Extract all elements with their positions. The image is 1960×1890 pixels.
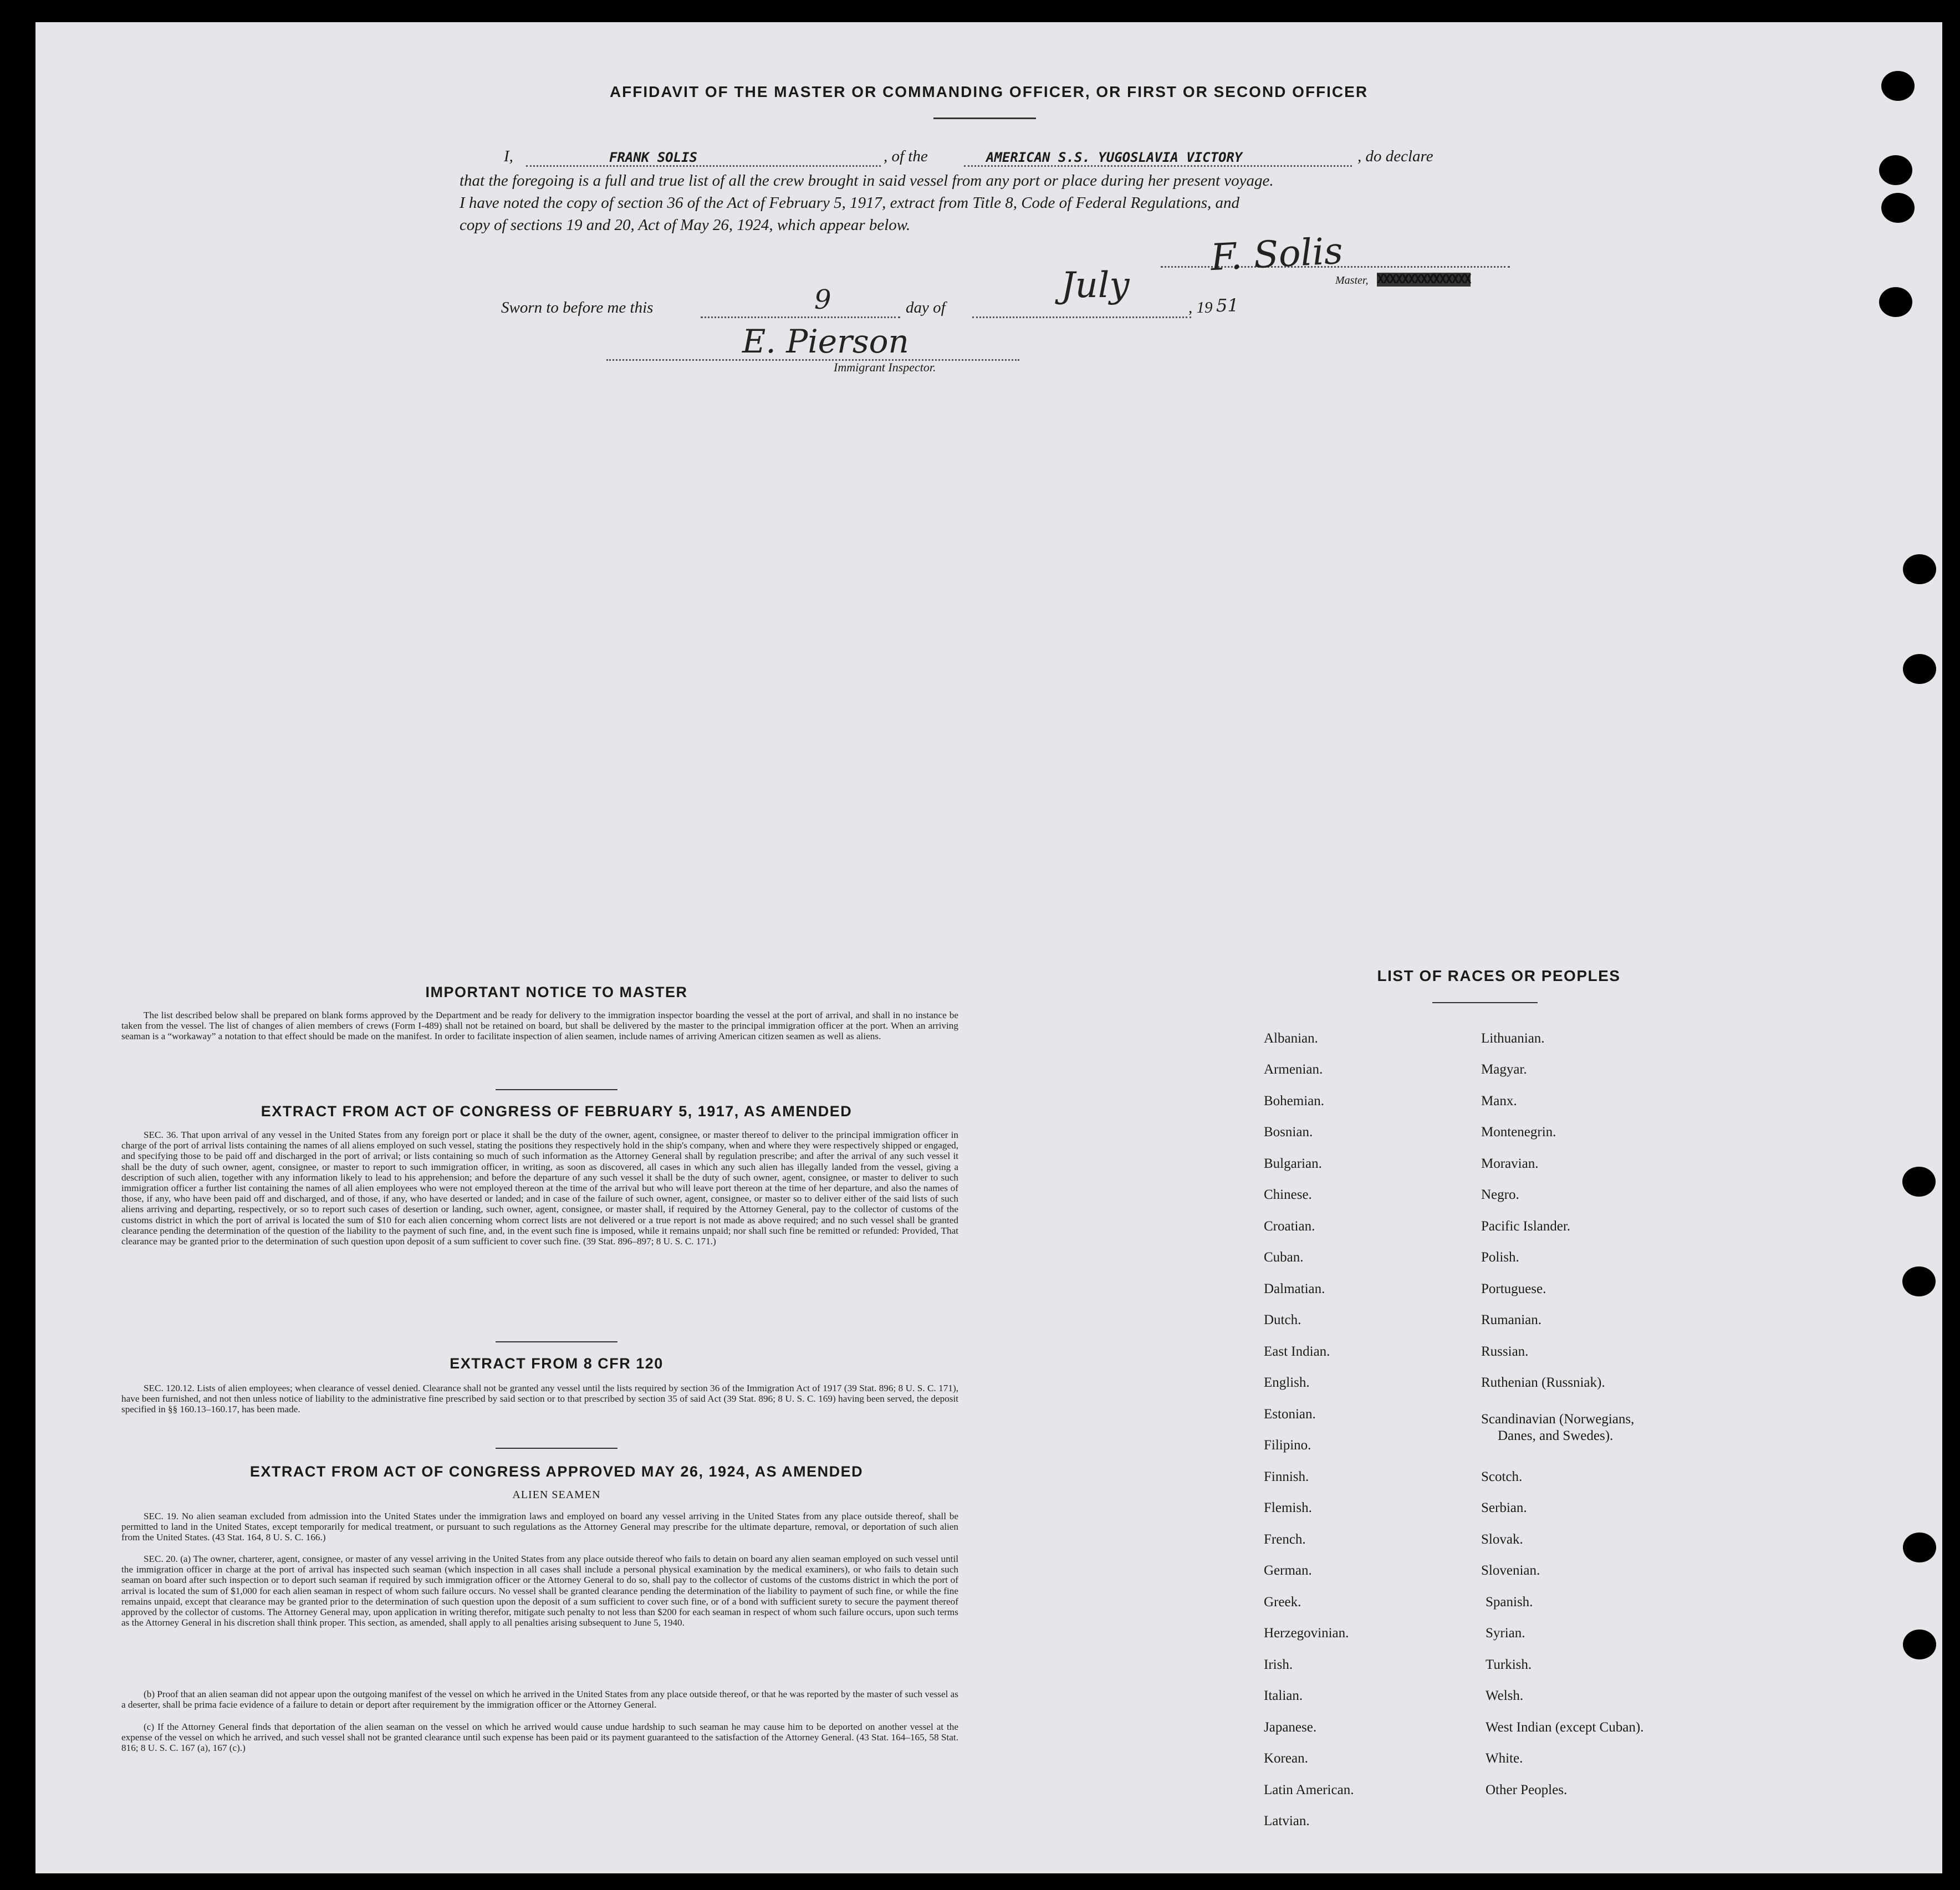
race-item: Croatian. — [1264, 1219, 1315, 1234]
punch-hole — [1903, 1533, 1936, 1562]
race-item: Polish. — [1481, 1250, 1519, 1265]
race-item: Italian. — [1264, 1688, 1303, 1703]
race-item: West Indian (except Cuban). — [1486, 1720, 1644, 1735]
section-divider — [496, 1089, 617, 1090]
section-divider — [496, 1448, 617, 1449]
race-item: Slovenian. — [1481, 1563, 1540, 1578]
race-item: Ruthenian (Russniak). — [1481, 1375, 1605, 1390]
extract-1917-title: EXTRACT FROM ACT OF CONGRESS OF FEBRUARY 5, 1917, AS AMENDED — [261, 1103, 853, 1120]
notice-body: The list described below shall be prepared on blank forms approved by the Department and be ready for delivery to the immigration inspector boarding the vessel at the port of arrival, and shall in no instance be taken from the vessel. The list of changes of alien members of crews (Form I-489) shall not be retained on board, but shall be delivered by the master to the principal immigration officer at the port. When an arriving seaman is a “workaway” a notation to that effect should be made on the manifest. In order to facilitate inspection of alien seamen, include names of arriving American citizen seamen as well as aliens. — [121, 1010, 958, 1042]
affidavit-line-4: copy of sections 19 and 20, Act of May 26, 1924, which appear below. — [460, 216, 911, 234]
vessel-name: AMERICAN S.S. YUGOSLAVIA VICTORY — [986, 150, 1243, 165]
races-right-column — [1481, 1031, 1836, 1829]
punch-hole — [1902, 1167, 1936, 1197]
race-item: Manx. — [1481, 1094, 1517, 1109]
race-item: Montenegrin. — [1481, 1125, 1556, 1140]
punch-hole — [1903, 554, 1936, 584]
race-item: Bulgarian. — [1264, 1156, 1322, 1171]
punch-hole — [1879, 155, 1912, 185]
punch-hole — [1881, 193, 1915, 223]
struck-title: XXXXXXXXXXXXXXX — [1377, 273, 1471, 287]
title-divider — [933, 118, 1036, 119]
punch-hole — [1902, 1266, 1936, 1296]
sworn-month: July — [1061, 265, 1130, 306]
extract-1924-sec20a: SEC. 20. (a) The owner, charterer, agent, consignee, or master of any vessel arriving in the United States from any place outside thereof who fails to detain on board any alien seaman employed on such vessel until the immigration officer in charge at the port of arrival has inspected such seaman (which inspection in all cases shall include a personal physical examination by the medical examiners), or who fails to detain such seaman on board after such inspection or to deport such seaman if required by such immigration officer or the Attorney General to do so, shall pay to the collector of customs of the customs district in which the port of arrival is located the sum of $1,000 for each alien seaman in respect of whom such failure occurs. No vessel shall be granted clearance pending the determination of the liability to payment of such fine, or while the fine remains unpaid, except that clearance may be granted prior to the determination of such question upon the deposit of a sum sufficient to cover such fine, or of a bond with sufficient surety to secure the payment thereof approved by the collector of customs. The Attorney General may, upon application in writing therefor, mitigate such penalty to not less than $200 for each seaman in respect of whom such failure occurs, upon such terms as the Attorney General in his discretion shall think proper. This section, as amended, shall apply to all penalties arising subsequent to June 5, 1940. — [121, 1554, 958, 1628]
race-item: Latvian. — [1264, 1814, 1310, 1828]
race-item: Korean. — [1264, 1751, 1308, 1766]
race-item: Cuban. — [1264, 1250, 1304, 1265]
race-item: Albanian. — [1264, 1031, 1318, 1046]
master-signature: F. Solis — [1209, 229, 1344, 279]
of-the-label: , of the — [884, 147, 928, 165]
race-item: Rumanian. — [1481, 1312, 1542, 1327]
inspector-label: Immigrant Inspector. — [834, 360, 936, 374]
sworn-line — [501, 265, 1321, 321]
punch-hole — [1903, 654, 1936, 684]
race-item: Filipino. — [1264, 1438, 1311, 1453]
races-title: LIST OF RACES OR PEOPLES — [1377, 967, 1621, 984]
race-item: Welsh. — [1486, 1688, 1524, 1703]
race-item: Danes, and Swedes). — [1498, 1428, 1614, 1443]
master-name: FRANK SOLIS — [609, 150, 697, 165]
race-item: French. — [1264, 1532, 1306, 1547]
do-declare-label: , do declare — [1357, 147, 1433, 165]
year-prefix: , 19 — [1188, 299, 1213, 316]
race-item: Negro. — [1481, 1187, 1519, 1202]
extract-1924-sec20b: (b) Proof that an alien seaman did not appear upon the outgoing manifest of the vessel on which he arrived in the United States from any place outside thereof, or that he was reported by the master of such vessel as a deserter, shall be prima facie evidence of a failure to detain or deport after requirement by the immigration officer or the Attorney General. — [121, 1689, 958, 1710]
race-item: Serbian. — [1481, 1500, 1527, 1515]
race-item: Japanese. — [1264, 1720, 1317, 1735]
affidavit-line-2: that the foregoing is a full and true list of all the crew brought in said vessel from any port or place during her present voyage. — [460, 172, 1274, 190]
race-item: East Indian. — [1264, 1344, 1330, 1359]
extract-1917-body: SEC. 36. That upon arrival of any vessel in the United States from any foreign port or place it shall be the duty of the owner, agent, consignee, or master thereof to deliver to the principal immigration officer in charge of the port of arrival lists containing the names of all aliens employed on such vessel, stating the positions they respectively hold in the ship's company, when and where they were respectively shipped or engaged, and specifying those to be paid off and discharged in the port of arrival; or lists containing so much of such information as the Attorney General shall by regulation prescribe; and after the arrival of any such vessel it shall be the duty of such owner, agent, consignee, or master to report to such immigration officer, in writing, as soon as discovered, all cases in which any such alien has illegally landed from the vessel, giving a description of such alien, together with any information likely to lead to his apprehension; and before the departure of any such vessel it shall be the duty of such owner, agent, consignee, or master to deliver to such immigration officer a further list containing the names of all alien employees who were not employed thereon at the time of the arrival but who will leave port thereon at the time of her departure, and also the names of those, if any, who have been paid off and discharged, and of those, if any, who have deserted or landed; and in case of the failure of such owner, agent, consignee, or master so to deliver either of the said lists of such aliens arriving and departing, respectively, or so to report such cases of desertion or landing, such owner, agent, consignee, or master shall, if required by the Attorney General, pay to the collector of customs of the customs district in which the port of arrival is located the sum of $10 for each alien concerning whom correct lists are not delivered or a true report is not made as above required; and no such vessel shall be granted clearance pending the determination of the question of the liability to the payment of such fine, and, in the event such fine is imposed, while it remains unpaid; nor shall such fine be remitted or refunded: Provided, That clearance may be granted prior to the determination of such question upon deposit of a sum sufficient to cover such fine. (39 Stat. 896–897; 8 U. S. C. 171.) — [121, 1130, 958, 1247]
affidavit-line-3: I have noted the copy of section 36 of the Act of February 5, 1917, extract from Title 8, Code of Federal Regulations, and — [460, 194, 1240, 212]
race-item: Russian. — [1481, 1344, 1529, 1359]
races-left-column — [1264, 1031, 1474, 1846]
race-item: Greek. — [1264, 1595, 1301, 1610]
extract-1924-title: EXTRACT FROM ACT OF CONGRESS APPROVED MAY 26, 1924, AS AMENDED — [249, 1463, 864, 1480]
inspector-signature: E. Pierson — [742, 323, 909, 360]
day-of-label: day of — [906, 299, 946, 316]
i-label: I, — [504, 147, 513, 165]
sworn-year: 51 — [1216, 295, 1239, 316]
race-item: Bosnian. — [1264, 1125, 1313, 1140]
extract-1924-subtitle: ALIEN SEAMEN — [512, 1489, 601, 1501]
races-divider — [1432, 1002, 1538, 1003]
race-item: White. — [1486, 1751, 1523, 1766]
race-item: Finnish. — [1264, 1469, 1309, 1484]
race-item: English. — [1264, 1375, 1310, 1390]
name-dotline — [526, 150, 881, 167]
extract-1924-sec19: SEC. 19. No alien seaman excluded from admission into the United States under the immigration laws and employed on board any vessel arriving in the United States from any place outside thereof, shall be permitted to land in the United States, except temporarily for medical treatment, or pursuant to such regulations as the Attorney General may prescribe for the ultimate departure, removal, or deportation of such alien from the United States. (43 Stat. 164, 8 U. S. C. 166.) — [121, 1511, 958, 1543]
punch-hole — [1879, 287, 1912, 317]
race-item: Other Peoples. — [1486, 1782, 1568, 1797]
race-item: Scotch. — [1481, 1469, 1523, 1484]
race-item: Estonian. — [1264, 1407, 1316, 1422]
race-item: Bohemian. — [1264, 1094, 1325, 1109]
document-page — [35, 22, 1942, 1873]
master-label: Master, — [1335, 274, 1369, 287]
sworn-label: Sworn to before me this — [501, 299, 654, 316]
race-item: German. — [1264, 1563, 1312, 1578]
affidavit-title: AFFIDAVIT OF THE MASTER OR COMMANDING OFFICER, OR FIRST OR SECOND OFFICER — [609, 83, 1369, 100]
race-item: Flemish. — [1264, 1500, 1312, 1515]
race-item: Magyar. — [1481, 1062, 1527, 1077]
race-item: Dutch. — [1264, 1312, 1301, 1327]
section-divider — [496, 1341, 617, 1342]
race-item: Portuguese. — [1481, 1281, 1546, 1296]
extract-cfr-title: EXTRACT FROM 8 CFR 120 — [450, 1355, 663, 1372]
race-item: Irish. — [1264, 1657, 1293, 1672]
race-item: Turkish. — [1486, 1657, 1532, 1672]
race-item: Lithuanian. — [1481, 1031, 1545, 1046]
extract-1924-sec20c: (c) If the Attorney General finds that deportation of the alien seaman on the vessel on which he arrived would cause undue hardship to such seaman he may cause him to be deported on another vessel at the expense of the vessel on which he arrived, and such vessel shall not be granted clearance until such expense has been paid or its payment guaranteed to the satisfaction of the Attorney General. (43 Stat. 164–165, 58 Stat. 816; 8 U. S. C. 167 (a), 167 (c).) — [121, 1722, 958, 1754]
race-item: Moravian. — [1481, 1156, 1539, 1171]
race-item: Armenian. — [1264, 1062, 1323, 1077]
race-item: Herzegovinian. — [1264, 1626, 1349, 1641]
race-item: Latin American. — [1264, 1782, 1354, 1797]
affidavit-line-1 — [504, 145, 1551, 168]
race-item: Spanish. — [1486, 1595, 1533, 1610]
notice-title: IMPORTANT NOTICE TO MASTER — [425, 984, 688, 1000]
race-item: Chinese. — [1264, 1187, 1312, 1202]
race-item: Dalmatian. — [1264, 1281, 1325, 1296]
race-item: Scandinavian (Norwegians, — [1481, 1412, 1635, 1427]
sworn-day: 9 — [814, 284, 831, 315]
punch-hole — [1903, 1630, 1936, 1659]
race-item: Pacific Islander. — [1481, 1219, 1571, 1234]
race-item: Slovak. — [1481, 1532, 1523, 1547]
day-dotline — [701, 302, 900, 318]
race-item: Syrian. — [1486, 1626, 1525, 1641]
extract-cfr-body: SEC. 120.12. Lists of alien employees; when clearance of vessel denied. Clearance shall not be granted any vessel until the lists required by section 36 of the Immigration Act of 1917 (39 Stat. 896; 8 U. S. C. 171), have been furnished, and not then unless notice of liability to the administrative fine prescribed by said section or to that prescribed by section 35 of said Act (39 Stat. 896; 8 U. S. C. 169) having been served, the deposit specified in §§ 160.13–160.17, has been made. — [121, 1383, 958, 1415]
